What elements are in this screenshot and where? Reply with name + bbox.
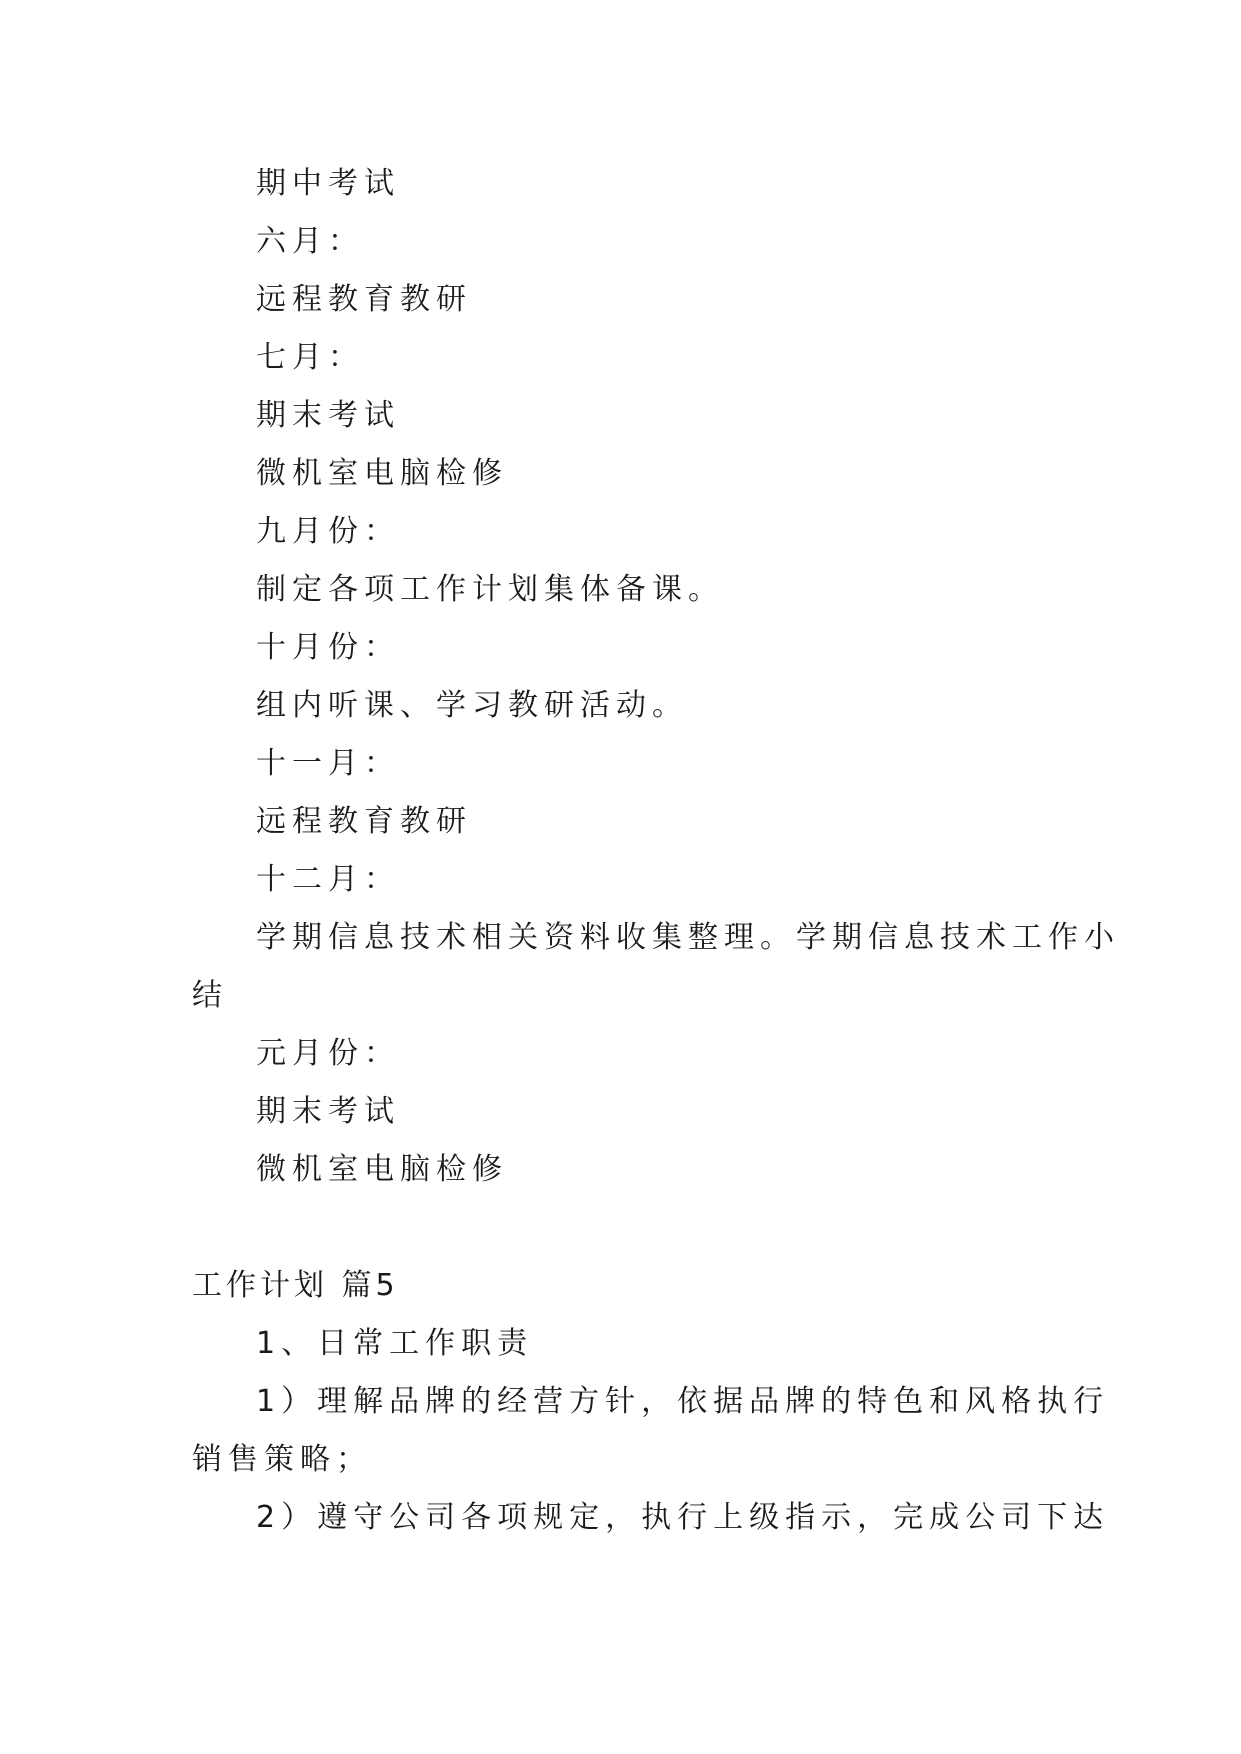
text-line: 组内听课、学习教研活动。 xyxy=(256,688,688,723)
text-line: 微机室电脑检修 xyxy=(256,456,508,491)
text-line: 元月份： xyxy=(256,1036,400,1071)
text-line: 期末考试 xyxy=(256,398,400,433)
text-line: 微机室电脑检修 xyxy=(256,1152,508,1187)
text-line: 结 xyxy=(192,978,228,1013)
text-line: 七月： xyxy=(256,340,364,375)
text-line: 制定各项工作计划集体备课。 xyxy=(256,572,724,607)
text-line: 期末考试 xyxy=(256,1094,400,1129)
text-line: 期中考试 xyxy=(256,166,400,201)
text-line: 学期信息技术相关资料收集整理。学期信息技术工作小 xyxy=(256,920,1120,955)
text-line: 十一月： xyxy=(256,746,400,781)
text-line: 远程教育教研 xyxy=(256,282,472,317)
text-line: 销售策略； xyxy=(192,1442,372,1477)
text-line: 1）理解品牌的经营方针，依据品牌的特色和风格执行 xyxy=(256,1384,1110,1419)
text-line: 六月： xyxy=(256,224,364,259)
section-heading: 工作计划 篇5 xyxy=(192,1268,399,1303)
text-line: 九月份： xyxy=(256,514,400,549)
text-line: 1、日常工作职责 xyxy=(256,1326,534,1361)
text-line: 2）遵守公司各项规定，执行上级指示，完成公司下达 xyxy=(256,1500,1110,1535)
text-line: 十月份： xyxy=(256,630,400,665)
text-line: 远程教育教研 xyxy=(256,804,472,839)
text-line: 十二月： xyxy=(256,862,400,897)
